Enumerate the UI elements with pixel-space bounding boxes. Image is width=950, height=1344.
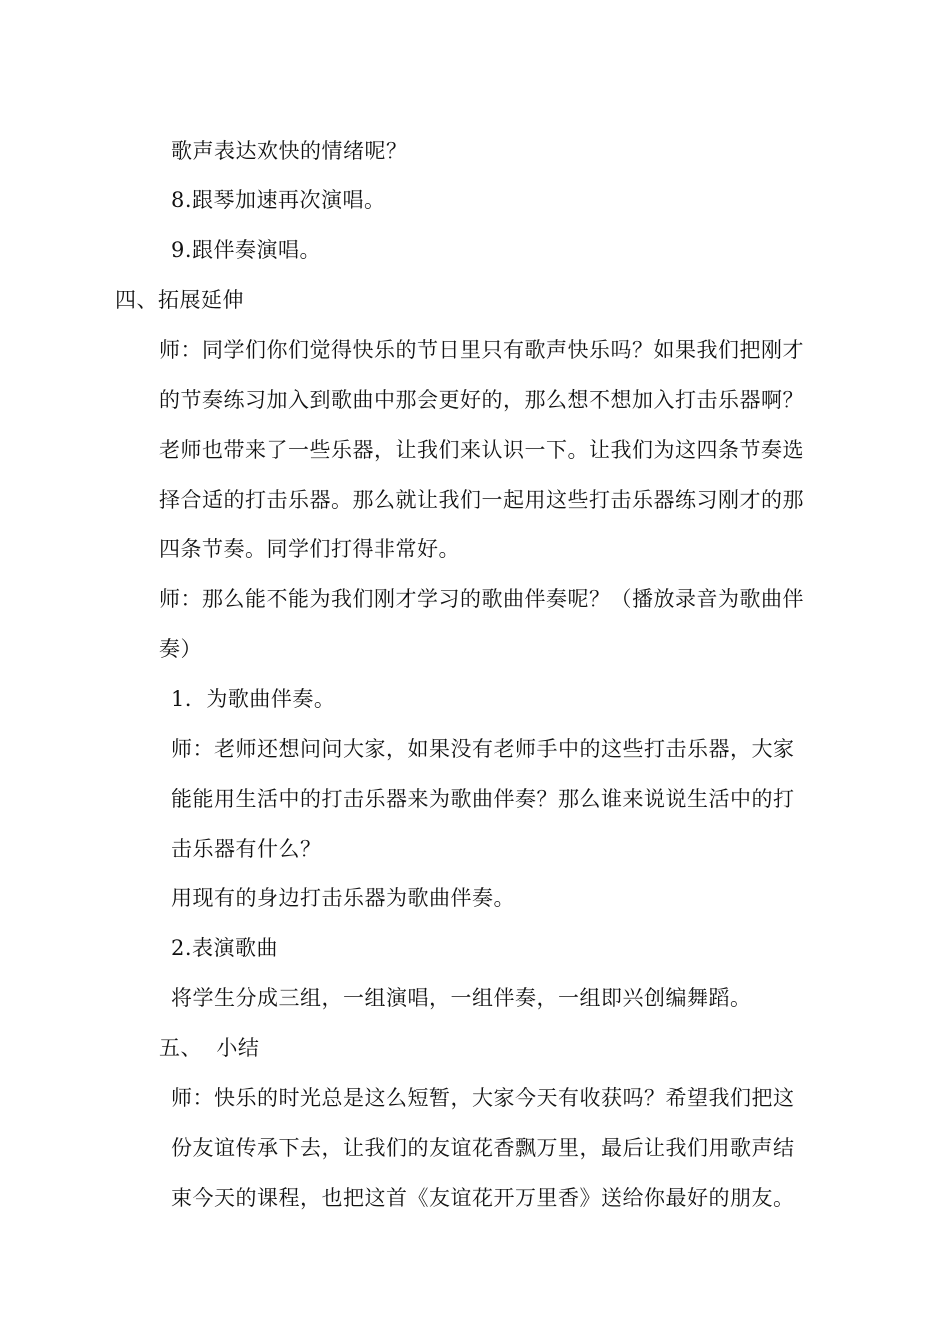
text-line: 择合适的打击乐器。那么就让我们一起用这些打击乐器练习刚才的那 <box>159 488 804 512</box>
text-line: 师：老师还想问问大家，如果没有老师手中的这些打击乐器，大家 <box>171 737 795 761</box>
text-line: 师：快乐的时光总是这么短暂，大家今天有收获吗？希望我们把这 <box>171 1086 795 1110</box>
text-line: 能能用生活中的打击乐器来为歌曲伴奏？那么谁来说说生活中的打 <box>171 787 795 811</box>
text-line: 份友谊传承下去，让我们的友谊花香飘万里，最后让我们用歌声结 <box>171 1136 795 1160</box>
list-item: 1．为歌曲伴奏。 <box>171 687 336 711</box>
text-line: 的节奏练习加入到歌曲中那会更好的，那么想不想加入打击乐器啊？ <box>159 388 804 412</box>
list-item: 2.表演歌曲 <box>171 936 279 960</box>
section-heading: 四、拓展延伸 <box>115 288 244 312</box>
text-line: 9.跟伴奏演唱。 <box>171 238 322 262</box>
section-heading: 五、 小结 <box>159 1036 260 1060</box>
text-line: 将学生分成三组，一组演唱，一组伴奏，一组即兴创编舞蹈。 <box>171 986 752 1010</box>
text-line: 击乐器有什么？ <box>171 837 322 861</box>
text-line: 师：同学们你们觉得快乐的节日里只有歌声快乐吗？如果我们把刚才 <box>159 338 804 362</box>
text-line: 用现有的身边打击乐器为歌曲伴奏。 <box>171 886 515 910</box>
text-line: 师：那么能不能为我们刚才学习的歌曲伴奏呢？（播放录音为歌曲伴 <box>159 587 804 611</box>
text-line: 束今天的课程，也把这首《友谊花开万里香》送给你最好的朋友。 <box>171 1186 795 1210</box>
text-line: 四条节奏。同学们打得非常好。 <box>159 537 460 561</box>
text-line: 歌声表达欢快的情绪呢？ <box>171 139 408 163</box>
text-line: 奏） <box>159 637 202 661</box>
text-line: 老师也带来了一些乐器，让我们来认识一下。让我们为这四条节奏选 <box>159 438 804 462</box>
text-line: 8.跟琴加速再次演唱。 <box>171 188 386 212</box>
